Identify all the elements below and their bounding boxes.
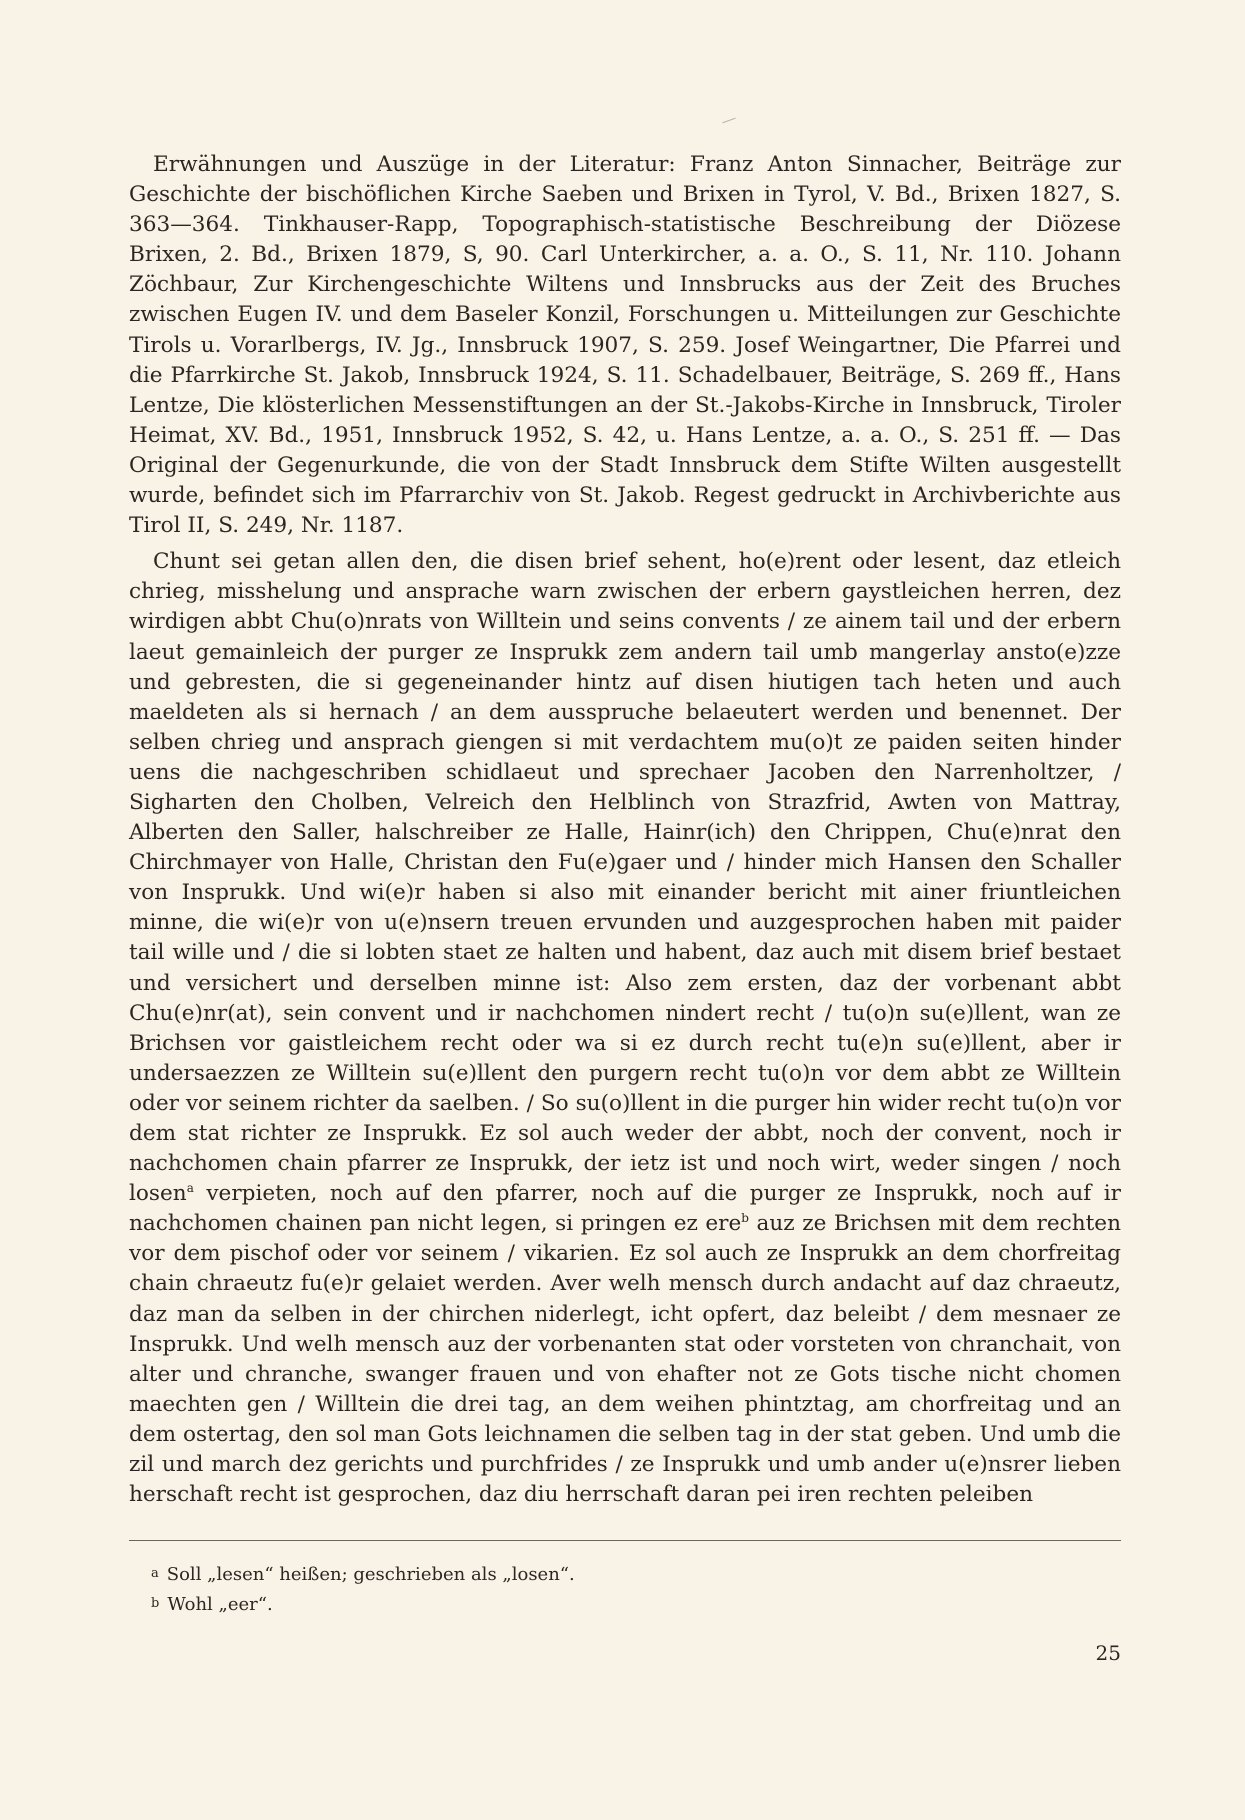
charter-text-part-2: verpieten, noch auf den pfarrer, noch auf die purger ze Insprukk, noch auf ir nachchomen chainen pan nicht legen, si pringen ez ere [129, 1181, 1121, 1237]
footnotes [151, 1559, 851, 1619]
literature-paragraph: Erwähnungen und Auszüge in der Literatur: Franz Anton Sinnacher, Beiträge zur Geschichte der bischöflichen Kirche Saeben und Brixen in Tyrol, V. Bd., Brixen 1827, S. 363—364. Tinkhauser-Rapp, Topographisch-statistische Beschreibung der Diözese Brixen, 2. Bd., Brixen 1879, S, 90. Carl Unterkircher, a. a. O., S. 11, Nr. 110. Johann Zöchbaur, Zur Kirchengeschichte Wiltens und Innsbrucks aus der Zeit des Bruches zwischen Eugen IV. und dem Baseler Konzil, Forschungen u. Mitteilungen zur Geschichte Tirols u. Vorarlbergs, IV. Jg., Innsbruck 1907, S. 259. Josef Weingartner, Die Pfarrei und die Pfarrkirche St. Jakob, Innsbruck 1924, S. 11. Schadelbauer, Beiträge, S. 269 ff., Hans Lentze, Die klösterlichen Messenstiftungen an der St.-Jakobs-Kirche in Innsbruck, Tiroler Heimat, XV. Bd., 1951, Innsbruck 1952, S. 42, u. Hans Lentze, a. a. O., S. 251 ff. — Das Original der Gegenurkunde, die von der Stadt Innsbruck dem Stifte Wilten ausgestellt wurde, befindet sich im Pfarrarchiv von St. Jakob. Regest gedruckt in Archivberichte aus Tirol II, S. 249, Nr. 1187. [129, 152, 1121, 539]
footnote-b [151, 1589, 851, 1619]
footnote-divider [129, 1540, 1121, 1541]
footnote-ref-a: a [186, 1181, 194, 1196]
footnote-ref-b: b [741, 1211, 749, 1226]
charter-text-part-3: auz ze Brichsen mit dem rechten vor dem pischof oder vor seinem / vikarien. Ez sol auch ze Insprukk an dem chorfreitag chain chraeutz fu(e)r gelaiet werden. Aver welh mensch durch andacht auf daz chraeutz, daz man da selben in der chirchen niderlegt, icht opfert, daz beleibt / dem mesnaer ze Insprukk. Und welh mensch auz der vorbenanten stat oder vorsteten von chranchait, von alter und chranche, swanger frauen und von ehafter not ze Gots tische nicht chomen maechten gen / Willtein die drei tag, an dem weihen phintztag, am chorfreitag und an dem ostertag, den sol man Gots leichnamen die selben tag in der stat geben. Und umb die zil und march dez gerichts und purchfrides / ze Insprukk und umb ander u(e)nsrer lieben herschaft recht ist gesprochen, daz diu herrschaft daran pei iren rechten peleiben [129, 1211, 1121, 1508]
page-number: 25 [1095, 1641, 1121, 1665]
charter-text-paragraph [129, 547, 1121, 1510]
footnote-text-a: Soll „lesen“ heißen; geschrieben als „losen“. [166, 1564, 575, 1585]
footnote-a [151, 1559, 851, 1589]
stray-mark [722, 118, 735, 124]
main-text [129, 150, 1121, 1510]
footnote-marker-b: b [151, 1596, 160, 1611]
footnote-marker-a: a [151, 1566, 159, 1581]
footnote-text-b: Wohl „eer“. [167, 1594, 273, 1615]
charter-text-part-1: Chunt sei getan allen den, die disen brief sehent, ho(e)rent oder lesent, daz etleich chrieg, misshelung und ansprache warn zwischen der erbern gaystleichen herren, dez wirdigen abbt Chu(o)nrats von Willtein und seins convents / ze ainem tail und der erbern laeut gemainleich der purger ze Insprukk zem andern tail umb mangerlay ansto(e)zze und gebresten, die si gegeneinander hintz auf disen hiutigen tach heten und auch maeldeten als si hernach / an dem ausspruche belaeutert werden und benennet. Der selben chrieg und ansprach giengen si mit verdachtem mu(o)t ze paiden seiten hinder uens die nachgeschriben schidlaeut und sprechaer Jacoben den Narrenholtzer, / Sigharten den Cholben, Velreich den Helblinch von Strazfrid, Awten von Mattray, Alberten den Saller, halschreiber ze Halle, Hainr(ich) den Chrippen, Chu(e)nrat den Chirchmayer von Halle, Christan den Fu(e)gaer und / hinder mich Hansen den Schaller von Insprukk. Und wi(e)r haben si also mit einander bericht mit ainer friuntleichen minne, die wi(e)r von u(e)nsern treuen ervunden und auzgesprochen haben mit paider tail wille und / die si lobten staet ze halten und habent, daz auch mit disem brief bestaet und versichert und derselben minne ist: Also zem ersten, daz der vorbenant abbt Chu(e)nr(at), sein convent und ir nachchomen nindert recht / tu(o)n su(e)llent, wan ze Brichsen vor gaistleichem recht oder wa si ez durch recht tu(e)n su(e)llent, aber ir undersaezzen ze Willtein su(e)llent den purgern recht tu(o)n vor dem abbt ze Willtein oder vor seinem richter da saelben. / So su(o)llent in die purger hin wider recht tu(o)n vor dem stat richter ze Insprukk. Ez sol auch weder der abbt, noch der convent, noch ir nachchomen chain pfarrer ze Insprukk, der ietz ist und noch wirt, weder singen / noch losen [129, 549, 1121, 1207]
